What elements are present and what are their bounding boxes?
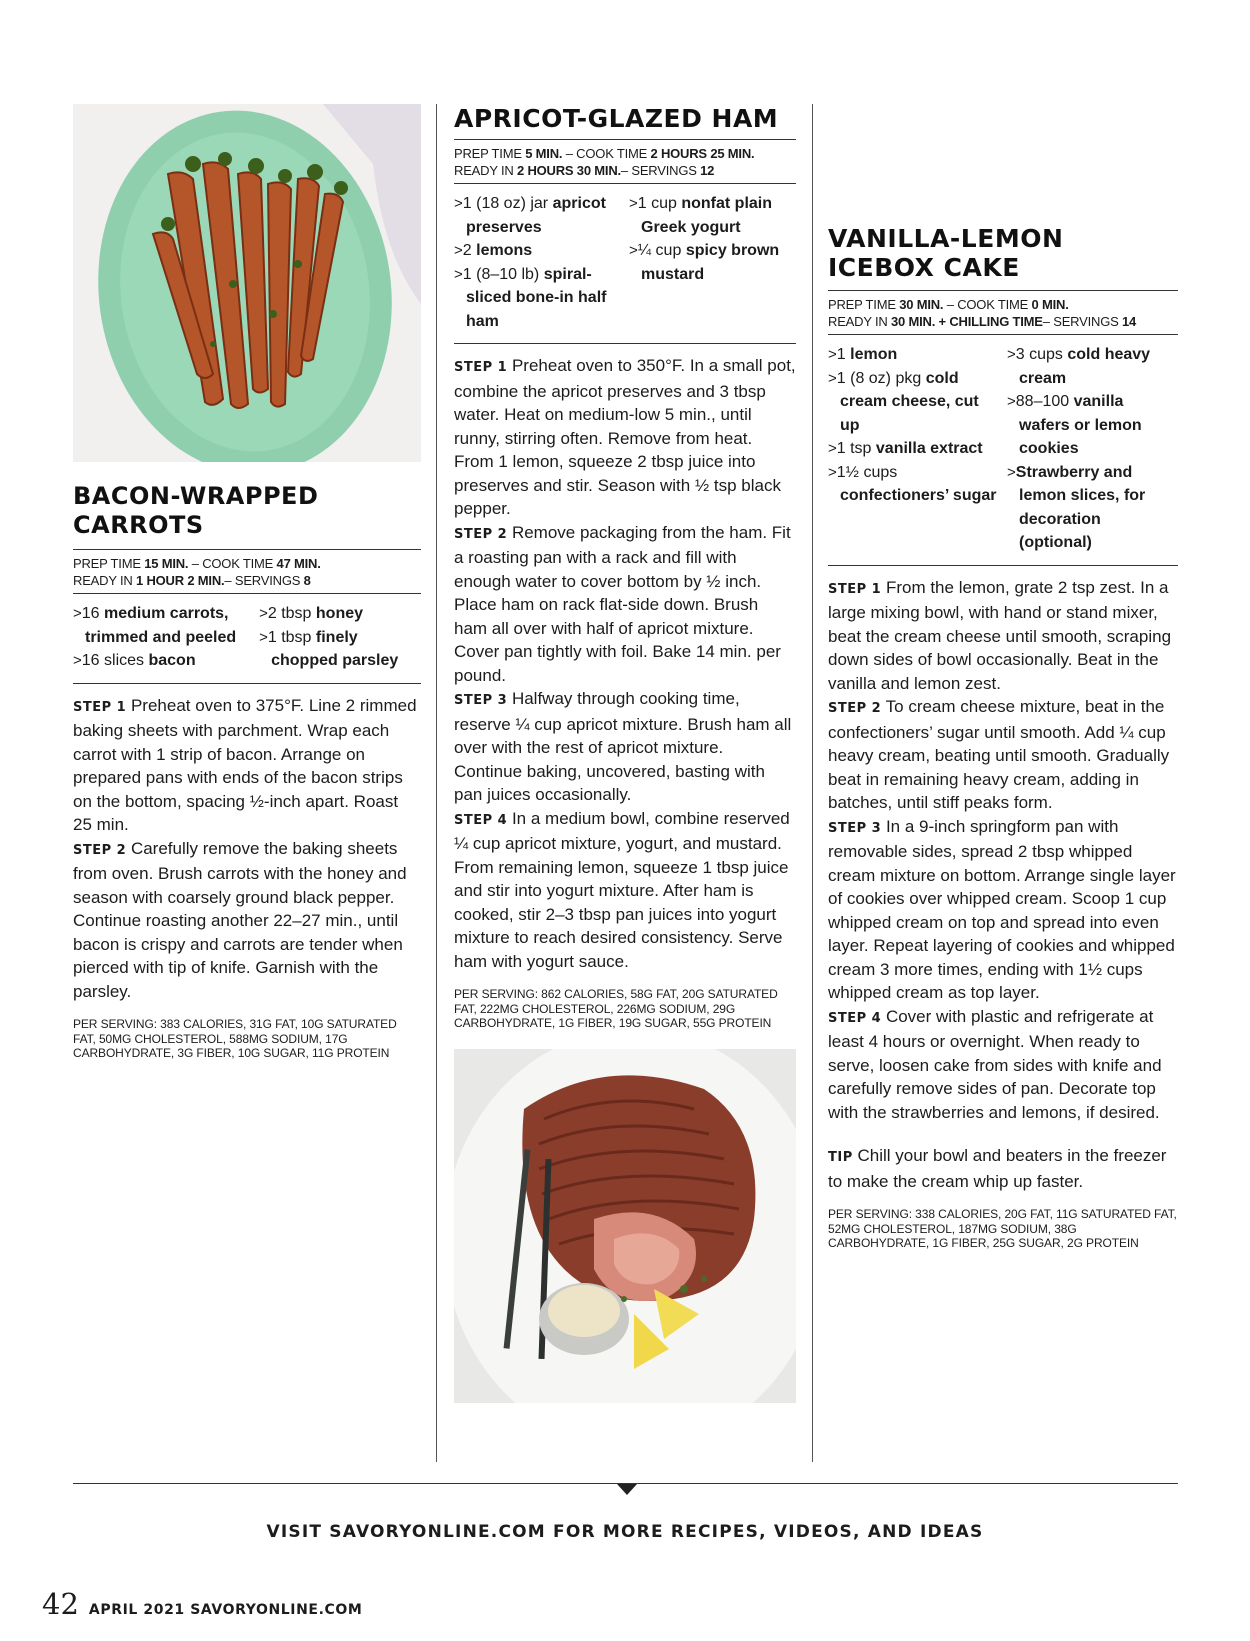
step: STEP 1 From the lemon, grate 2 tsp zest. In a large mixing bowl, with hand or stand mixer, beat the cream cheese until smooth, scraping down sides of bowl occasionally. Beat in the vanilla and lemon zest. bbox=[828, 577, 1172, 693]
ingredient: >Strawberry and lemon slices, for decoration (optional) bbox=[1007, 463, 1146, 551]
step: STEP 1 Preheat oven to 350°F. In a small pot, combine the apricot preserves and 3 tbsp water. Heat on medium-low 5 min., until runny, stirring often. Remove from heat. From 1 lemon, squeeze 2 tbsp juice into preserves and stir. Season with ½ tsp black pepper. bbox=[454, 356, 796, 518]
ingredient: >1 cup nonfat plain Greek yogurt bbox=[629, 195, 773, 236]
step: STEP 2 Remove packaging from the ham. Fit a roasting pan with a rack and fill with enough water to cover bottom by ½ inch. Place ham on rack flat-side down. Brush ham all over with half of apricot mixture. Cover pan tightly with foil. Bake 14 min. per pound. bbox=[454, 522, 791, 685]
nutrition-info: PER SERVING: 383 CALORIES, 31G FAT, 10G SATURATED FAT, 50MG CHOLESTEROL, 588MG SODIUM, 17G CARBOHYDRATE, 3G FIBER, 10G SUGAR, 11G PROTEIN bbox=[73, 1017, 397, 1060]
column-divider bbox=[812, 104, 813, 1462]
ingredient-list bbox=[454, 184, 796, 344]
tip: TIP Chill your bowl and beaters in the freezer to make the cream whip up faster. bbox=[828, 1146, 1167, 1191]
recipe-title: VANILLA-LEMON ICEBOX CAKE bbox=[828, 224, 1064, 282]
ingredient: >1 (18 oz) jar apricot preserves bbox=[454, 195, 606, 236]
ingredient: >88–100 vanilla wafers or lemon cookies bbox=[1007, 393, 1142, 457]
visit-banner: VISIT SAVORYONLINE.COM FOR MORE RECIPES, VIDEOS, AND IDEAS bbox=[266, 1522, 984, 1542]
bacon-carrots-recipe bbox=[73, 104, 421, 1061]
column-divider bbox=[436, 104, 437, 1462]
ingredient: >16 slices bacon bbox=[73, 652, 196, 669]
ingredient-list bbox=[73, 594, 421, 684]
ingredient: >1 lemon bbox=[828, 346, 898, 363]
recipe-title: APRICOT-GLAZED HAM bbox=[454, 104, 779, 133]
ingredient: >16 medium carrots, trimmed and peeled bbox=[73, 605, 237, 646]
carrots-photo bbox=[73, 104, 421, 462]
recipe-steps bbox=[828, 566, 1178, 1194]
ingredient: >1 (8 oz) pkg cold cream cheese, cut up bbox=[828, 369, 979, 434]
ingredient: >¼ cup spicy brown mustard bbox=[629, 242, 780, 283]
ingredient-list bbox=[828, 335, 1178, 566]
ham-photo bbox=[454, 1049, 796, 1403]
ingredient: >1 tsp vanilla extract bbox=[828, 440, 983, 457]
ingredient: >3 cups cold heavy cream bbox=[1007, 346, 1151, 387]
recipe-steps bbox=[454, 344, 796, 973]
page-number: 42 bbox=[42, 1587, 79, 1621]
ingredient: >1½ cups confectioners’ sugar bbox=[828, 463, 997, 504]
down-arrow-icon bbox=[617, 1484, 637, 1495]
step: STEP 2 To cream cheese mixture, beat in the confectioners’ sugar until smooth. Add ¼ cup heavy cream, beating until smooth. Gradually beat in remaining heavy cream, adding in batches, until stiff peaks form. bbox=[828, 697, 1170, 812]
ingredient: >1 tbsp finely chopped parsley bbox=[259, 628, 399, 669]
step: STEP 4 In a medium bowl, combine reserved ¼ cup apricot mixture, yogurt, and mustard. From remaining lemon, squeeze 1 tbsp juice and stir into yogurt mixture. After ham is cooked, stir 2–3 tbsp pan juices into yogurt mixture to reach desired consistency. Serve ham with yogurt sauce. bbox=[454, 808, 790, 971]
step: STEP 2 Carefully remove the baking sheets from oven. Brush carrots with the honey and season with coarsely ground black pepper. Continue roasting another 22–27 min., until bacon is crispy and carrots are tender when pierced with tip of knife. Garnish with the parsley. bbox=[73, 838, 407, 1001]
recipe-title: BACON-WRAPPED CARROTS bbox=[73, 482, 319, 539]
nutrition-info: PER SERVING: 338 CALORIES, 20G FAT, 11G SATURATED FAT, 52MG CHOLESTEROL, 187MG SODIUM, 38G CARBOHYDRATE, 1G FIBER, 25G SUGAR, 2G PROTEIN bbox=[828, 1207, 1177, 1250]
ingredient: >2 lemons bbox=[454, 242, 533, 259]
recipe-steps bbox=[73, 684, 421, 1004]
ingredient: >1 (8–10 lb) spiral-sliced bone-in half ham bbox=[454, 265, 607, 330]
recipe-times: PREP TIME 5 MIN. – COOK TIME 2 HOURS 25 MIN. READY IN 2 HOURS 30 MIN.– SERVINGS 12 bbox=[454, 139, 796, 184]
step: STEP 3 In a 9-inch springform pan with removable sides, spread 2 tbsp whipped cream mixture on bottom. Arrange single layer of cookies over whipped cream. Scoop 1 cup whipped cream on top and spread into even layer. Repeat layering of cookies and whipped cream 3 more times, ending with 1½ cups whipped cream as top layer. bbox=[828, 816, 1176, 1002]
nutrition-info: PER SERVING: 862 CALORIES, 58G FAT, 20G SATURATED FAT, 222MG CHOLESTEROL, 226MG SODIUM, 29G CARBOHYDRATE, 1G FIBER, 19G SUGAR, 55G PROTEIN bbox=[454, 987, 778, 1030]
step: STEP 4 Cover with plastic and refrigerate at least 4 hours or overnight. When ready to serve, loosen cake from sides with knife and carefully remove sides of pan. Decorate top with the strawberries and lemons, if desired. bbox=[828, 1006, 1162, 1122]
recipe-times: PREP TIME 30 MIN. – COOK TIME 0 MIN. READY IN 30 MIN. + CHILLING TIME– SERVINGS 14 bbox=[828, 290, 1178, 335]
step: STEP 3 Halfway through cooking time, reserve ¼ cup apricot mixture. Brush ham all over with the rest of apricot mixture. Continue baking, uncovered, basting with pan juices occasionally. bbox=[454, 689, 792, 804]
recipe-times: PREP TIME 15 MIN. – COOK TIME 47 MIN. READY IN 1 HOUR 2 MIN.– SERVINGS 8 bbox=[73, 549, 421, 594]
apricot-ham-recipe bbox=[454, 104, 796, 1403]
ingredient: >2 tbsp honey bbox=[259, 605, 364, 622]
icebox-cake-recipe bbox=[828, 104, 1178, 1251]
page-folio bbox=[42, 1587, 362, 1621]
step: STEP 1 Preheat oven to 375°F. Line 2 rimmed baking sheets with parchment. Wrap each carrot with 1 strip of bacon. Arrange on prepared pans with ends of the bacon strips on the bottom, spacing ½-inch apart. Roast 25 min. bbox=[73, 695, 417, 834]
folio-text: APRIL 2021 SAVORYONLINE.COM bbox=[88, 1602, 363, 1618]
